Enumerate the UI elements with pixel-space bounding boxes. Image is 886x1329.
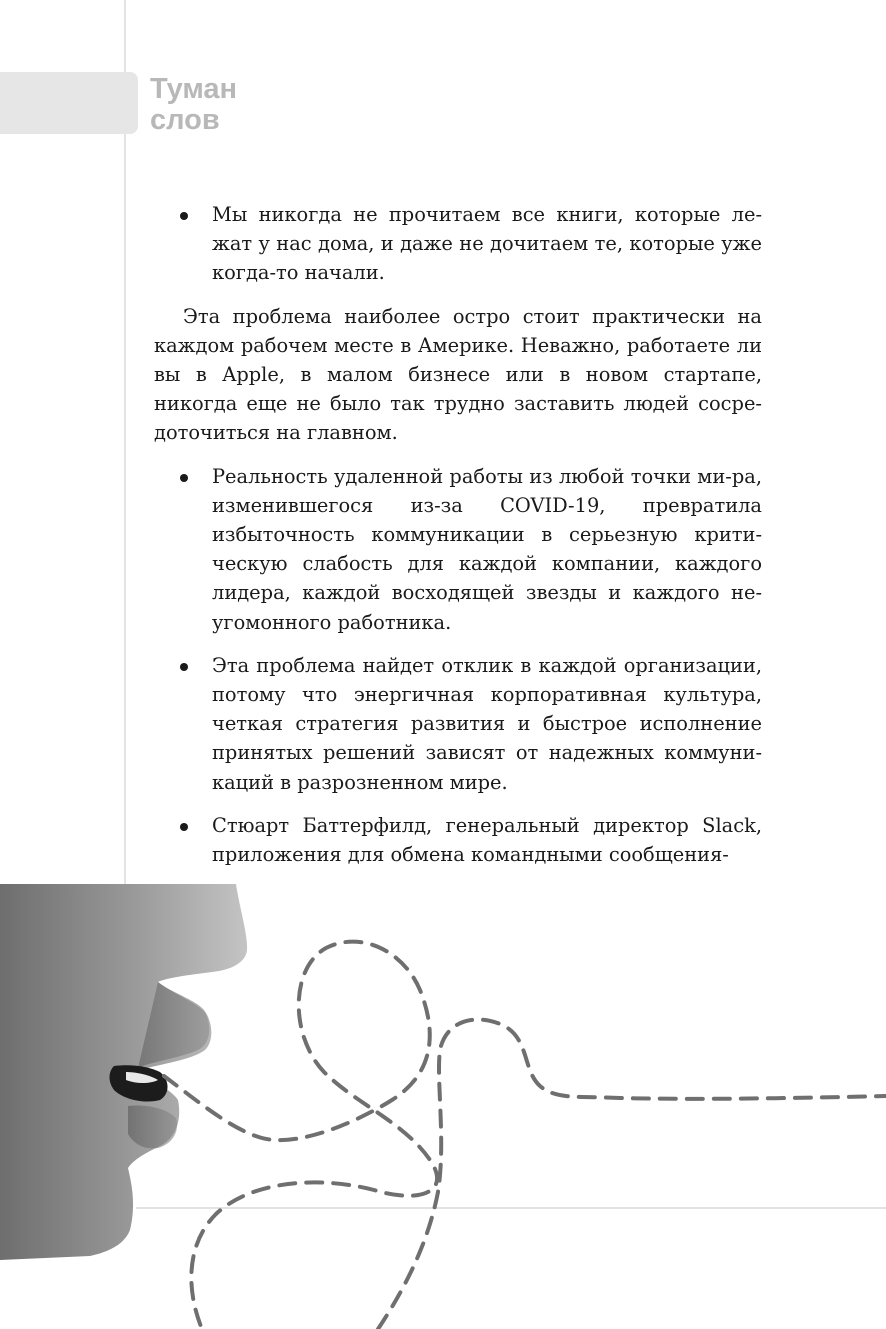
text-line: доточиться на главном. xyxy=(154,421,398,445)
text-line: каждом рабочем месте в Америке. Неважно, работаете xyxy=(154,333,731,357)
text-line: угомонного работника. xyxy=(212,610,452,634)
bullet-item-books xyxy=(154,200,762,288)
text-line: четкая стратегия развития и быстрое исполнение xyxy=(212,712,762,736)
body-text xyxy=(154,200,762,869)
bullet-icon xyxy=(180,823,188,831)
text-line: Эта проблема найдет отклик в каждой организации, xyxy=(212,653,762,677)
bullet-icon xyxy=(180,474,188,482)
text-line: ли вы в Apple, в малом бизнесе или в новом стартапе, xyxy=(154,333,762,387)
chapter-tab xyxy=(0,72,138,134)
text-line: принятых решений зависят от надежных коммуни- xyxy=(212,741,762,765)
text-line: Мы никогда не прочитаем все книги, которые ле- xyxy=(212,203,762,226)
bullet-item-slack xyxy=(154,811,762,869)
paragraph-problem xyxy=(154,302,762,448)
text-line: приложения для обмена командными сообщения- xyxy=(212,843,729,867)
running-head xyxy=(150,74,237,136)
bullet-list-top xyxy=(154,200,762,288)
bullet-list-bottom xyxy=(154,462,762,870)
text-line: каций в разрозненном мире. xyxy=(212,770,508,794)
text-line: когда-то начали. xyxy=(212,261,385,285)
bullet-icon xyxy=(180,212,188,220)
text-line: жат у нас дома, и даже не дочитаем те, которые уже xyxy=(212,232,762,256)
text-line: ра, изменившегося из-за COVID-19, превратила xyxy=(212,464,762,517)
speaking-face-illustration xyxy=(0,884,886,1329)
text-line: никогда еще не было так трудно заставить людей сосре- xyxy=(154,392,762,416)
text-line: ческую слабость для каждой компании, каждого xyxy=(212,552,762,576)
running-head-line-2: слов xyxy=(150,104,220,136)
running-head-line-1: Туман xyxy=(150,73,238,105)
dashed-speech-line xyxy=(164,942,886,1329)
text-line: избыточность коммуникации в серьезную крити- xyxy=(212,523,762,547)
text-line: потому что энергичная корпоративная культура, xyxy=(212,683,762,707)
text-line: лидера, каждой восходящей звезды и каждого не- xyxy=(212,581,762,605)
bullet-icon xyxy=(180,663,188,671)
bullet-item-organization xyxy=(154,651,762,797)
text-line: Реальность удаленной работы из любой точки ми- xyxy=(212,464,732,488)
text-line: Эта проблема наиболее остро стоит практически на xyxy=(183,304,762,328)
text-line: Стюарт Баттерфилд, генеральный директор Slack, xyxy=(212,813,762,837)
bullet-item-remote-work xyxy=(154,462,762,637)
